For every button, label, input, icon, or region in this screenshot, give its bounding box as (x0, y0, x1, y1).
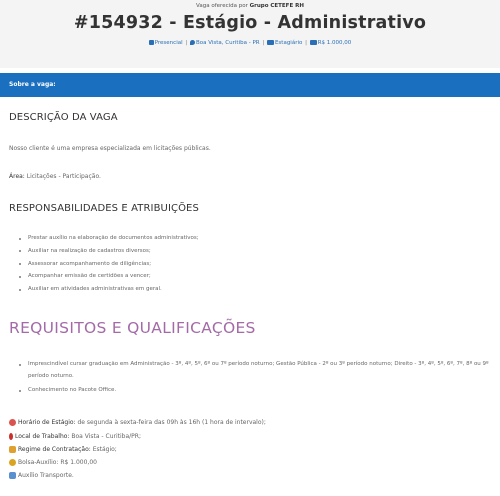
section-bar (0, 73, 500, 97)
transporte-row (9, 472, 74, 479)
list-item: Assessorar acompanhamento de diligências; (16, 258, 199, 271)
responsabilidades-heading: RESPONSABILIDADES E ATRIBUIÇÕES (9, 203, 199, 214)
requisitos-list (16, 359, 496, 397)
bus-icon (9, 472, 16, 479)
descricao-text: Nosso cliente é uma empresa especializada em licitações públicas. (9, 145, 211, 152)
horario-value: de segunda à sexta-feira das 09h às 16h (1 hora de intervalo); (75, 419, 266, 426)
regime-value: Estágio; (90, 446, 117, 453)
offered-by: Vaga oferecida por Grupo CETEFE RH (196, 3, 304, 9)
meta-location: Boa Vista, Curitiba - PR (195, 40, 260, 46)
meta-type: Estagiário (274, 40, 303, 46)
transporte-text: Auxílio Transporte. (18, 472, 74, 479)
regime-label: Regime de Contratação: (18, 446, 91, 453)
local-value: Boa Vista - Curitiba/PR; (69, 433, 141, 440)
meta-modality: Presencial (154, 40, 183, 46)
regime-row (9, 446, 117, 453)
money-icon (310, 40, 317, 45)
list-item: Auxiliar na realização de cadastros diversos; (16, 245, 199, 258)
list-item: Acompanhar emissão de certidões a vencer; (16, 270, 199, 283)
alarm-clock-icon (9, 419, 16, 426)
list-item: Auxiliar em atividades administrativas em geral. (16, 283, 199, 296)
job-meta: Presencial | Boa Vista, Curitiba - PR | Estagiário | R$ 1.000,00 (0, 40, 500, 46)
requisitos-heading: REQUISITOS E QUALIFICAÇÕES (9, 319, 256, 337)
bolsa-text: Bolsa-Auxílio: R$ 1.000,00 (18, 459, 97, 466)
local-label: Local de Trabalho: (15, 433, 70, 440)
bolsa-row (9, 459, 97, 466)
area-value: Licitações - Participação. (24, 173, 101, 180)
horario-label: Horário de Estágio: (18, 419, 76, 426)
local-row (9, 433, 141, 440)
header (0, 0, 500, 68)
area-line (9, 173, 101, 180)
pin-icon (9, 433, 13, 440)
money-bag-icon (9, 459, 16, 466)
horario-row (9, 419, 266, 426)
meta-salary: R$ 1.000,00 (317, 40, 352, 46)
location-pin-icon (190, 40, 195, 45)
handshake-icon (9, 446, 16, 453)
list-item: Conhecimento no Pacote Office. (16, 385, 496, 397)
section-bar-label: Sobre a vaga: (9, 81, 56, 88)
descricao-heading: DESCRIÇÃO DA VAGA (9, 112, 118, 123)
page-title: #154932 - Estágio - Administrativo (73, 13, 427, 33)
handshake-icon (267, 40, 274, 45)
list-item: Prestar auxílio na elaboração de documentos administrativos; (16, 232, 199, 245)
building-icon (149, 40, 154, 45)
company-name[interactable]: Grupo CETEFE RH (249, 3, 304, 9)
area-label: Área: (9, 173, 25, 180)
responsabilidades-list (16, 232, 199, 296)
list-item: Imprescindível cursar graduação em Administração - 3º, 4º, 5º, 6º ou 7º período noturno; Gestão Pública - 2º ou 3º período noturno; Direito - 3º, 4º, 5º, 6º, 7º, 8º ou 9º período noturno. (16, 359, 496, 382)
